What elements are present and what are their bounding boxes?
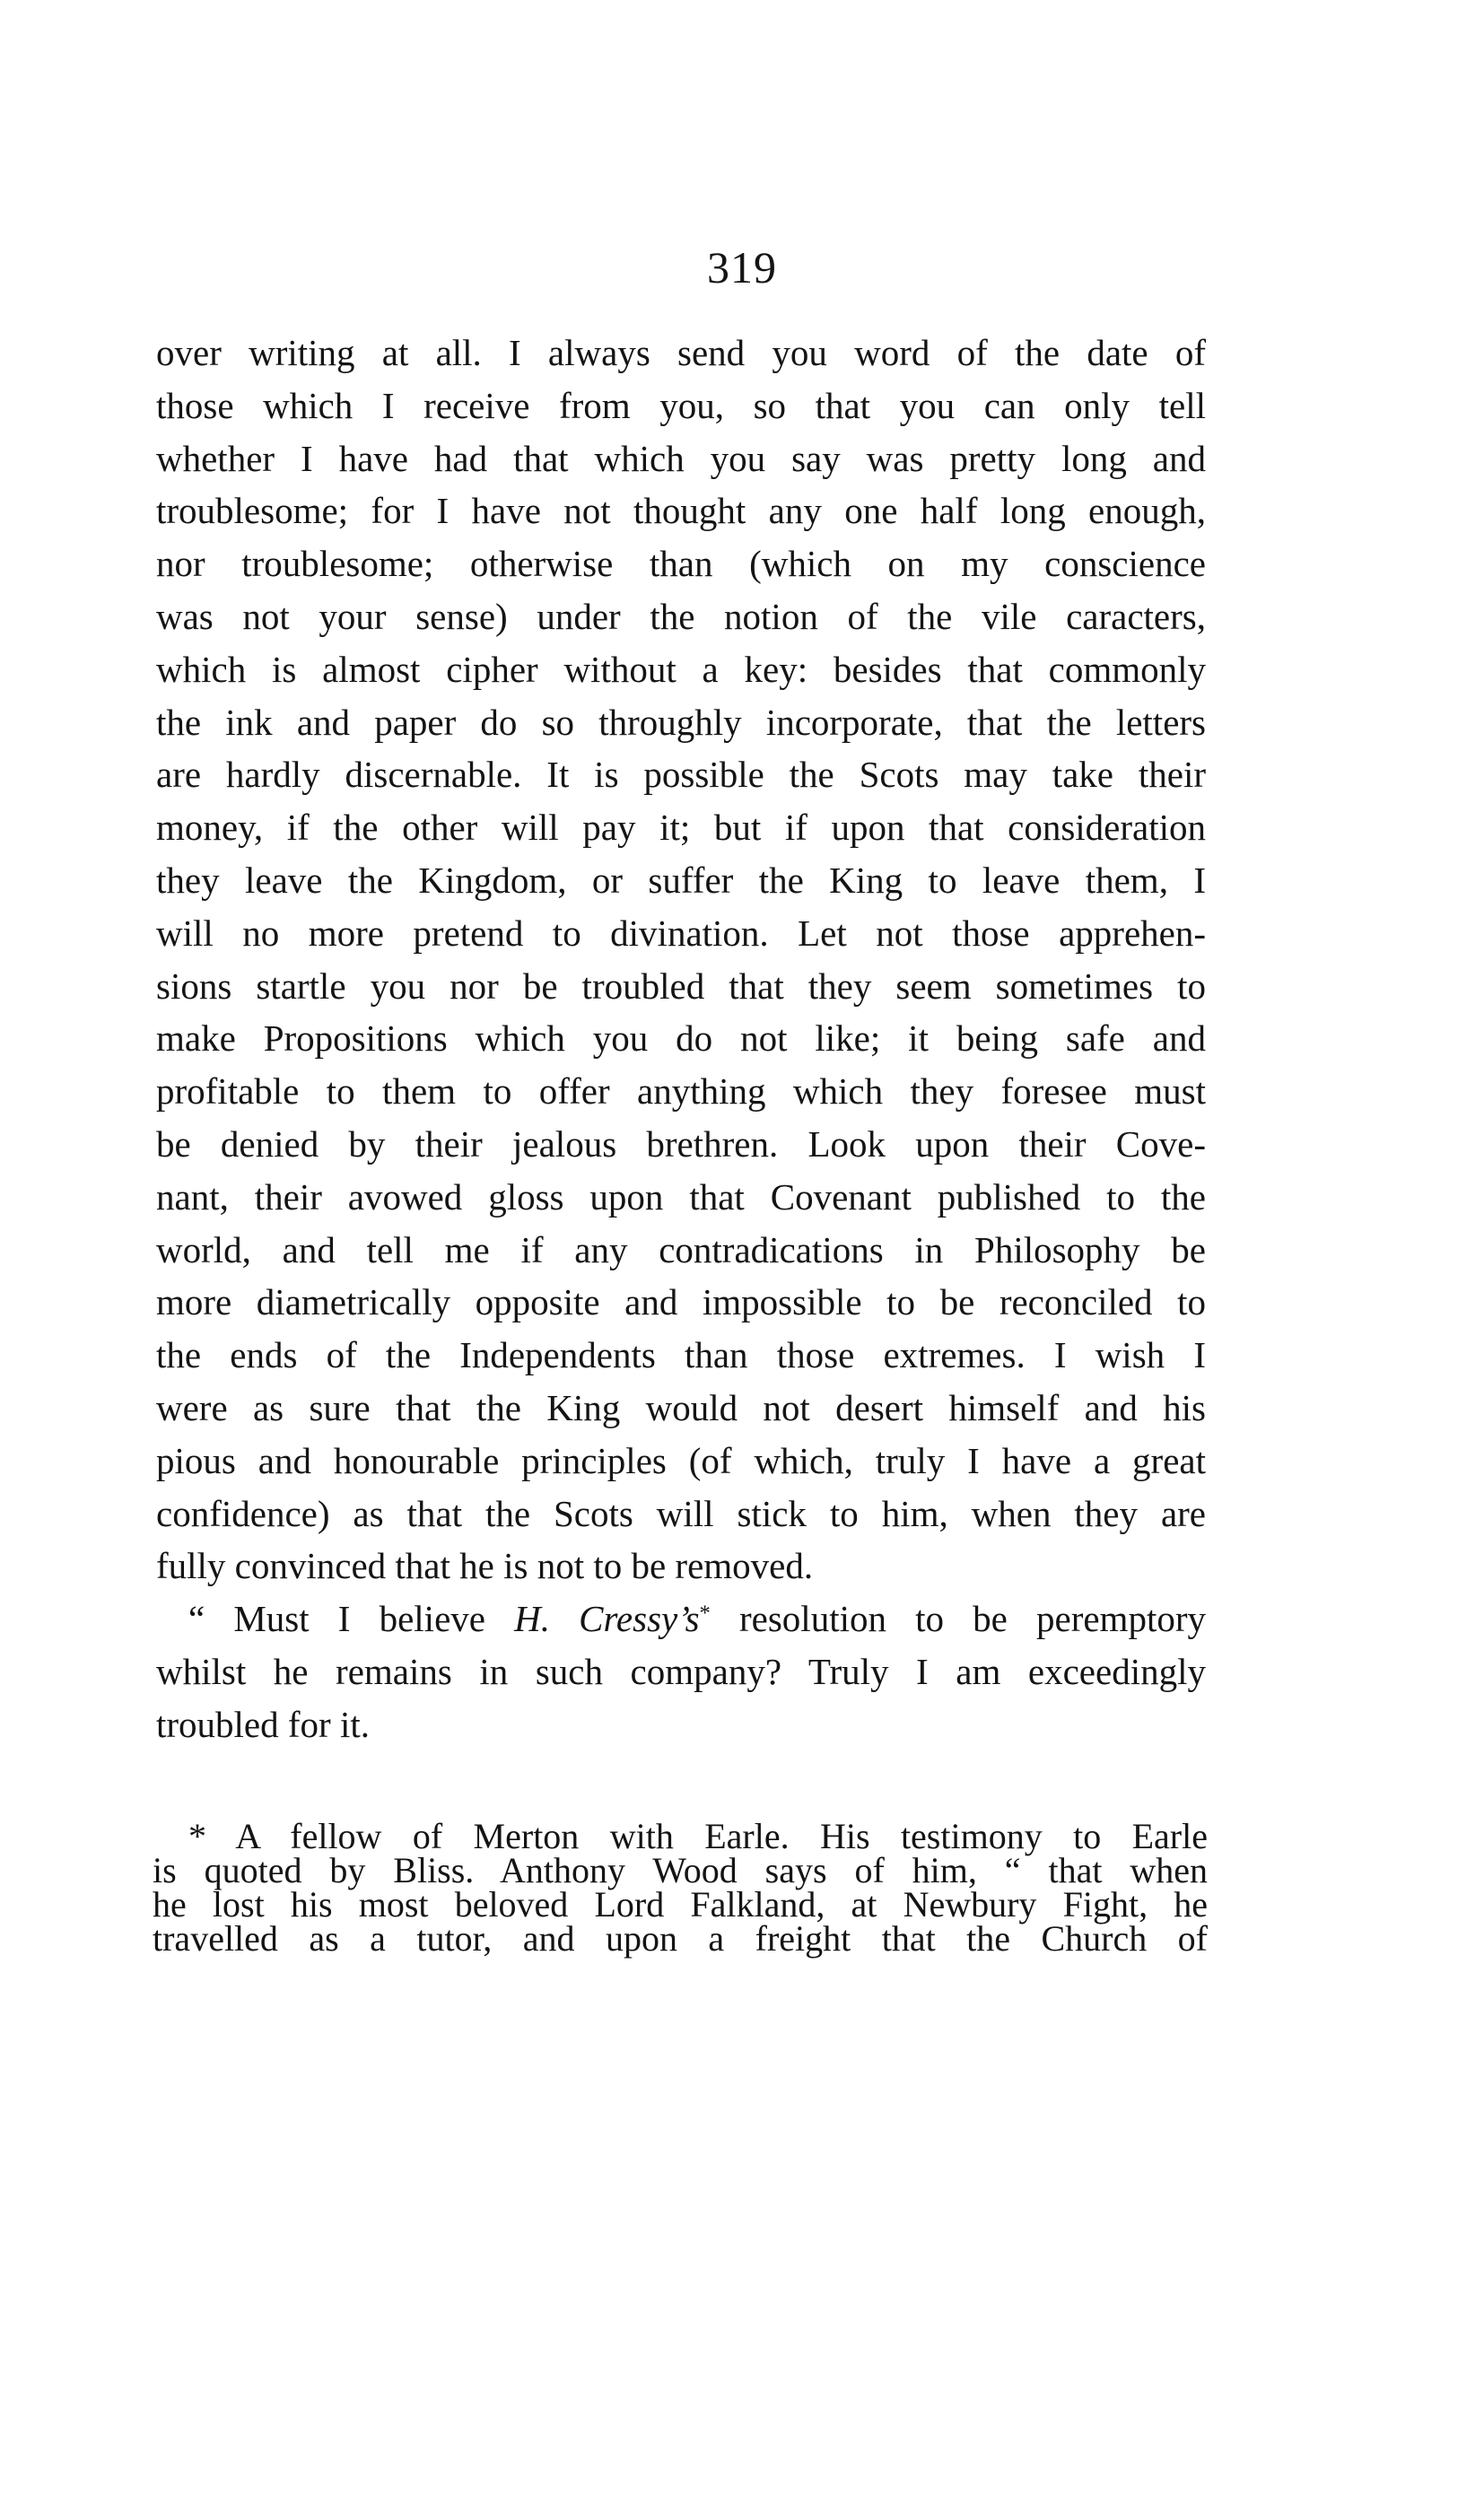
footnote-line: is quoted by Bliss. Anthony Wood says of him, “ that when	[153, 1850, 1208, 1890]
text-line: nant, their avowed gloss upon that Covenant published to the	[156, 1175, 1206, 1218]
text-line: they leave the Kingdom, or suffer the King to leave them, I	[156, 859, 1206, 901]
quote-line	[156, 1593, 1206, 1645]
text-line: will no more pretend to divination. Let not those apprehen-	[156, 912, 1206, 954]
text-line: world, and tell me if any contradications in Philosophy be	[156, 1228, 1206, 1270]
text-line: were as sure that the King would not desert himself and his	[156, 1386, 1206, 1428]
main-text	[156, 327, 1206, 1751]
text-line: money, if the other will pay it; but if upon that consideration	[156, 807, 1206, 849]
text-line: nor troublesome; otherwise than (which on my conscience	[156, 543, 1206, 585]
text-line: the ink and paper do so throughly incorporate, that the letters	[156, 701, 1206, 743]
text-line: profitable to them to offer anything which they foresee must	[156, 1070, 1206, 1113]
page-number: 319	[707, 242, 777, 292]
text-line: over writing at all. I always send you word of the date of	[156, 332, 1206, 373]
text-line: confidence) as that the Scots will stick to him, when they are	[156, 1492, 1206, 1534]
text-line: sions startle you nor be troubled that they seem sometimes to	[156, 964, 1206, 1007]
text-line: pious and honourable principles (of which, truly I have a great	[156, 1439, 1206, 1481]
footnote-marker: *	[188, 1816, 206, 1856]
text-line: be denied by their jealous brethren. Look upon their Cove-	[156, 1122, 1206, 1165]
quote-line: whilst he remains in such company? Truly I am exceedingly	[156, 1650, 1206, 1692]
footnote-line: travelled as a tutor, and upon a freight that the Church of	[153, 1918, 1208, 1959]
quote-line: troubled for it.	[156, 1703, 370, 1745]
text-line: was not your sense) under the notion of the vile caracters,	[156, 595, 1206, 637]
footnote-line: he lost his most beloved Lord Falkland, at Newbury Fight, he	[153, 1884, 1208, 1925]
quote-continuation: resolution to be peremptory	[710, 1598, 1206, 1640]
footnote-text: A fellow of Merton with Earle. His testimony to Earle	[235, 1816, 1208, 1856]
text-line: whether I have had that which you say was pretty long and	[156, 437, 1206, 479]
quote-open-text: “ Must I believe	[188, 1598, 515, 1640]
text-line: the ends of the Independents than those extremes. I wish I	[156, 1334, 1206, 1376]
text-line: fully convinced that he is not to be removed.	[156, 1545, 814, 1587]
footnote	[153, 1816, 1208, 1959]
text-line: those which I receive from you, so that you can only tell	[156, 384, 1206, 426]
footnote-reference-marker: *	[699, 1601, 711, 1626]
text-line: make Propositions which you do not like; it being safe and	[156, 1017, 1206, 1060]
text-line: troublesome; for I have not thought any one half long enough,	[156, 490, 1206, 532]
cressy-name: H. Cressy’s	[514, 1598, 700, 1640]
text-line: are hardly discernable. It is possible the Scots may take their	[156, 754, 1206, 796]
text-line: which is almost cipher without a key: besides that commonly	[156, 648, 1206, 690]
text-line: more diametrically opposite and impossible to be reconciled to	[156, 1281, 1206, 1323]
footnote-line	[153, 1816, 1208, 1856]
